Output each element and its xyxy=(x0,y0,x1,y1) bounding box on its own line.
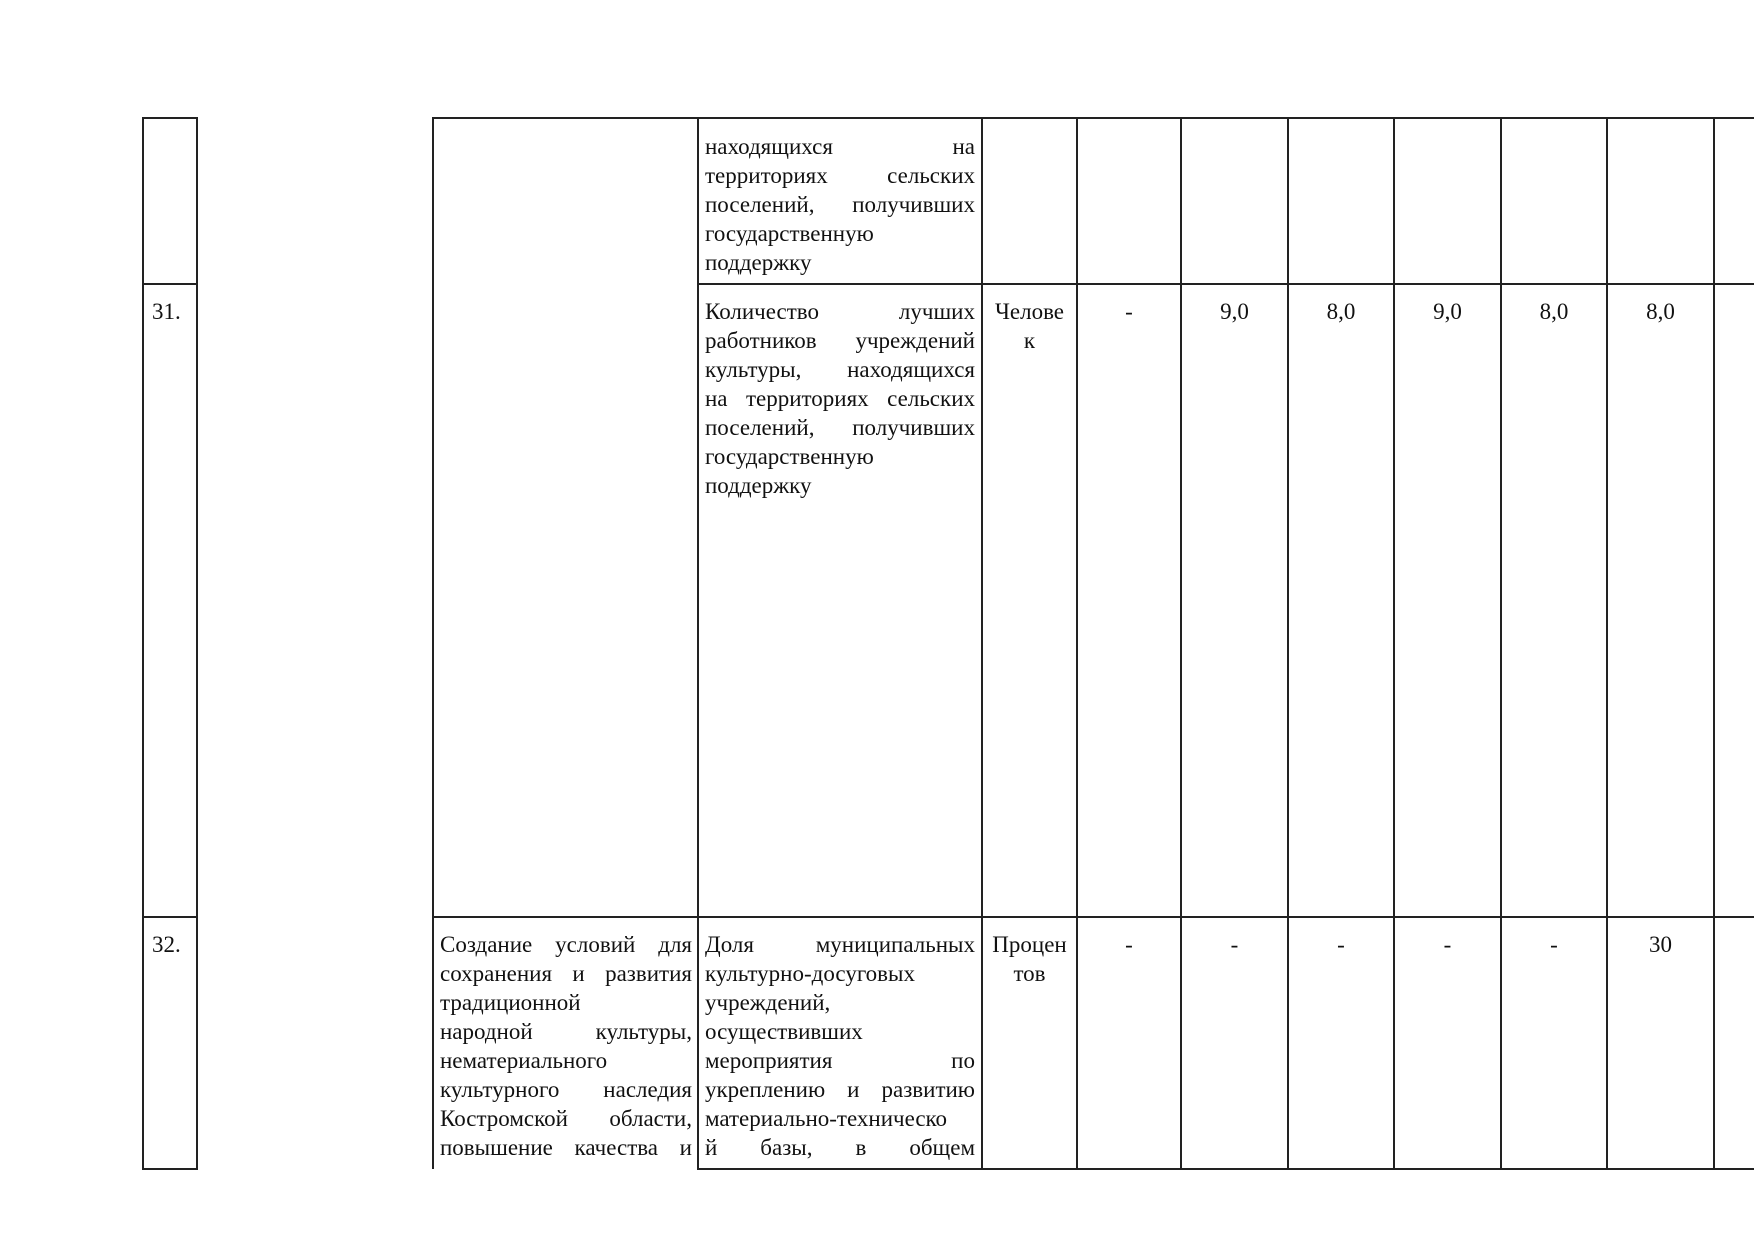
goal-line: Костромской области, xyxy=(440,1106,692,1131)
indicator-line: поддержку xyxy=(705,250,812,275)
table-top-border xyxy=(432,117,1754,119)
row32-value-1: - xyxy=(1125,932,1133,957)
goal-line: нематериального xyxy=(440,1048,608,1073)
indicator-line: материально-техническо xyxy=(705,1106,948,1131)
value-col4-left-border xyxy=(1393,117,1395,1170)
indicator-col-left-border xyxy=(697,117,699,1170)
row-divider-1 xyxy=(697,283,1754,285)
value-col2-left-border xyxy=(1180,117,1182,1170)
col1-top-border xyxy=(142,117,198,119)
goal-col-left-border xyxy=(432,117,434,1169)
col1-right-border xyxy=(196,117,198,1170)
col1-row-divider-2 xyxy=(142,916,198,918)
indicator-line: укреплению и развитию xyxy=(705,1077,975,1102)
row32-indicator-cell xyxy=(705,930,975,1162)
goal-line: сохранения и развития xyxy=(440,961,692,986)
row32-value-6: 30 xyxy=(1649,932,1672,957)
row0-indicator-cell xyxy=(705,132,975,277)
table-bottom-border xyxy=(697,1168,1754,1170)
indicator-line: территориях сельских xyxy=(705,163,975,188)
goal-line: традиционной xyxy=(440,990,581,1015)
row31-value-5: 8,0 xyxy=(1539,299,1569,324)
row-divider-2 xyxy=(432,916,1754,918)
unit-line: Процен xyxy=(992,932,1067,957)
goal-line: Создание условий для xyxy=(440,932,692,957)
indicator-line: государственную xyxy=(705,221,874,246)
indicator-line: Количество лучших xyxy=(705,299,975,324)
unit-line: к xyxy=(1023,328,1036,353)
row32-goal-cell xyxy=(440,930,692,1162)
row32-value-3: - xyxy=(1337,932,1345,957)
row32-unit-cell xyxy=(983,930,1076,988)
value-col1-left-border xyxy=(1076,117,1078,1170)
value-col6-left-border xyxy=(1606,117,1608,1170)
indicator-line: находящихся на xyxy=(705,134,975,159)
row32-value-2: - xyxy=(1230,932,1239,957)
indicator-line: Доля муниципальных xyxy=(705,932,975,957)
row31-unit-cell xyxy=(983,297,1076,355)
row31-value-2: 9,0 xyxy=(1220,299,1249,324)
indicator-line: поселений, получивших xyxy=(705,192,975,217)
indicator-line: мероприятия по xyxy=(705,1048,975,1073)
indicator-line: й базы, в общем xyxy=(705,1135,975,1160)
indicator-line: культурно-досуговых xyxy=(705,961,915,986)
row32-number: 32. xyxy=(152,932,181,957)
indicator-line: государственную xyxy=(705,444,874,469)
indicator-line: на территориях сельских xyxy=(705,386,975,411)
indicator-line: осуществивших xyxy=(705,1019,863,1044)
col1-bottom-border xyxy=(142,1168,198,1170)
indicator-line: культуры, находящихся xyxy=(705,357,975,382)
indicator-line: поселений, получивших xyxy=(705,415,975,440)
unit-line: Челове xyxy=(994,299,1065,324)
value-col3-left-border xyxy=(1287,117,1289,1170)
row31-value-6: 8,0 xyxy=(1646,299,1675,324)
row31-value-3: 8,0 xyxy=(1326,299,1356,324)
indicator-line: поддержку xyxy=(705,473,812,498)
row32-value-4: - xyxy=(1443,932,1452,957)
goal-line: культурного наследия xyxy=(440,1077,692,1102)
col1-left-border xyxy=(142,117,144,1170)
goal-line: повышение качества и xyxy=(440,1135,692,1160)
row32-value-5: - xyxy=(1550,932,1558,957)
unit-line: тов xyxy=(1013,961,1046,986)
row31-indicator-cell xyxy=(705,297,975,500)
value-col7-left-border xyxy=(1713,117,1715,1170)
row31-number: 31. xyxy=(152,299,181,324)
row31-value-4: 9,0 xyxy=(1433,299,1462,324)
goal-line: народной культуры, xyxy=(440,1019,692,1044)
row31-value-1: - xyxy=(1125,299,1133,324)
col1-row-divider-1 xyxy=(142,283,198,285)
indicator-line: работников учреждений xyxy=(705,328,975,353)
value-col5-left-border xyxy=(1500,117,1502,1170)
unit-col-left-border xyxy=(981,117,983,1170)
indicator-line: учреждений, xyxy=(705,990,831,1015)
